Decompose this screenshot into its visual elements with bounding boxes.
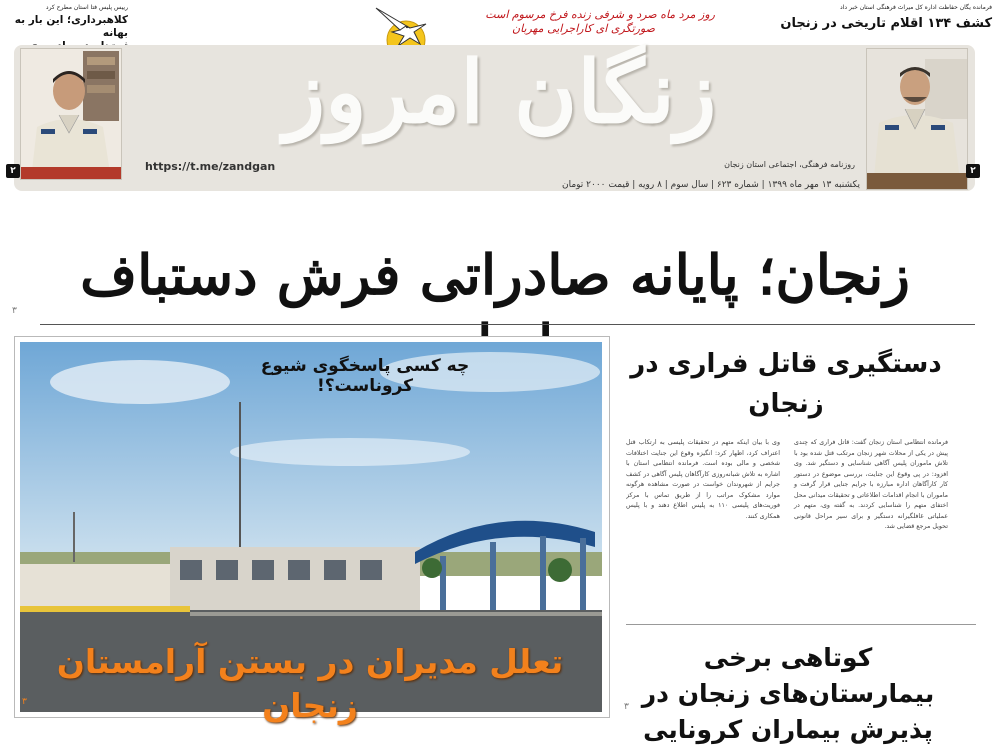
issue-date-line: یکشنبه ۱۳ مهر ماه ۱۳۹۹ | شماره ۶۲۳ | سال سوم | ۸ رویه | قیمت ۲۰۰۰ تومان xyxy=(561,180,860,190)
newspaper-slogan xyxy=(440,8,715,36)
headline-page-number: ۳ xyxy=(12,306,17,316)
slogan-line-1: روز مرد ماه صرد و شرفی زنده فرخ مرسوم است xyxy=(485,8,715,21)
photo-caption: چه کسی پاسخگوی شیوع کروناست؟! xyxy=(260,356,470,396)
officer-portrait-right-icon xyxy=(867,49,967,189)
photo-story-page: ۳ xyxy=(22,697,27,707)
arrest-story-headline[interactable]: دستگیری قاتل فراری در زنجان xyxy=(630,349,942,419)
hospitals-story-headline[interactable]: کوتاهی برخی بیمارستان‌های زنجان در پذیرش بیماران کرونایی xyxy=(641,643,935,744)
top-right-headline[interactable]: کشف ۱۳۴ اقلام تاریخی در زنجان xyxy=(780,16,992,31)
main-headline[interactable]: زنجان؛ پایانه صادراتی فرش دستباف xyxy=(80,242,910,307)
hospitals-story-page: ۳ xyxy=(624,702,629,712)
headline-divider xyxy=(40,324,975,325)
right-column-divider xyxy=(626,624,976,625)
right-page-marker: ۲ xyxy=(966,164,980,178)
top-left-headline-line1: کلاهبرداری؛ این بار به بهانه xyxy=(14,14,128,39)
arrest-story-column-left: وی با بیان اینکه متهم در تحقیقات پلیسی به ارتکاب قتل اعتراف کرد، اظهار کرد: انگیزه وقوع این جنایت اختلافات شخصی و مالی بوده است. فرمانده انتظامی استان با اشاره به تلاش شبانه‌روزی کارآگاهان پلیس آگاهی در کشف جرایم از شهروندان خواست در صورت مشاهده هرگونه موارد مشکوک مراتب را از طریق تماس با مرکز فوریت‌های پلیسی ۱۱۰ به پلیس اطلاع دهند و با پلیس همکاری کنند. xyxy=(626,439,780,520)
left-officer-photo[interactable] xyxy=(20,48,122,180)
arrest-story-body xyxy=(626,438,948,614)
photo-story-headline[interactable]: تعلل مدیران در بستن آرامستان زنجان xyxy=(56,642,564,725)
top-left-kicker: رییس پلیس فتا استان مطرح کرد xyxy=(45,4,128,11)
masthead-subtitle: روزنامه فرهنگی، اجتماعی استان زنجان xyxy=(724,160,855,169)
masthead-title: زنگان امروز xyxy=(283,42,717,143)
officer-portrait-left-icon xyxy=(21,49,121,179)
arrest-story-column-right: فرمانده انتظامی استان زنجان گفت: قاتل فراری که چندی پیش در یکی از محلات شهر زنجان مرتکب قتل شده بود با تلاش ماموران پلیس آگاهی شناسایی و دستگیر شد. وی افزود: در پی وقوع این جنایت، بررسی موضوع در دستور کار کارآگاهان اداره مبارزه با جرایم جنایی قرار گرفت و ماموران با انجام اقدامات اطلاعاتی و تحقیقات میدانی محل اختفای متهم را شناسایی کردند. به گفته وی، متهم در عملیاتی غافلگیرانه دستگیر و برای سیر مراحل قانونی تحویل مرجع قضایی شد. xyxy=(794,439,948,530)
slogan-line-2: صورتگری ای کاراجرایی مهربان xyxy=(512,22,655,35)
left-page-marker: ۲ xyxy=(6,164,20,178)
telegram-url[interactable]: https://t.me/zandgan xyxy=(145,160,276,173)
right-officer-photo[interactable] xyxy=(866,48,968,190)
top-right-kicker: فرمانده یگان حفاظت اداره کل میراث فرهنگی استان خبر داد xyxy=(840,4,992,11)
